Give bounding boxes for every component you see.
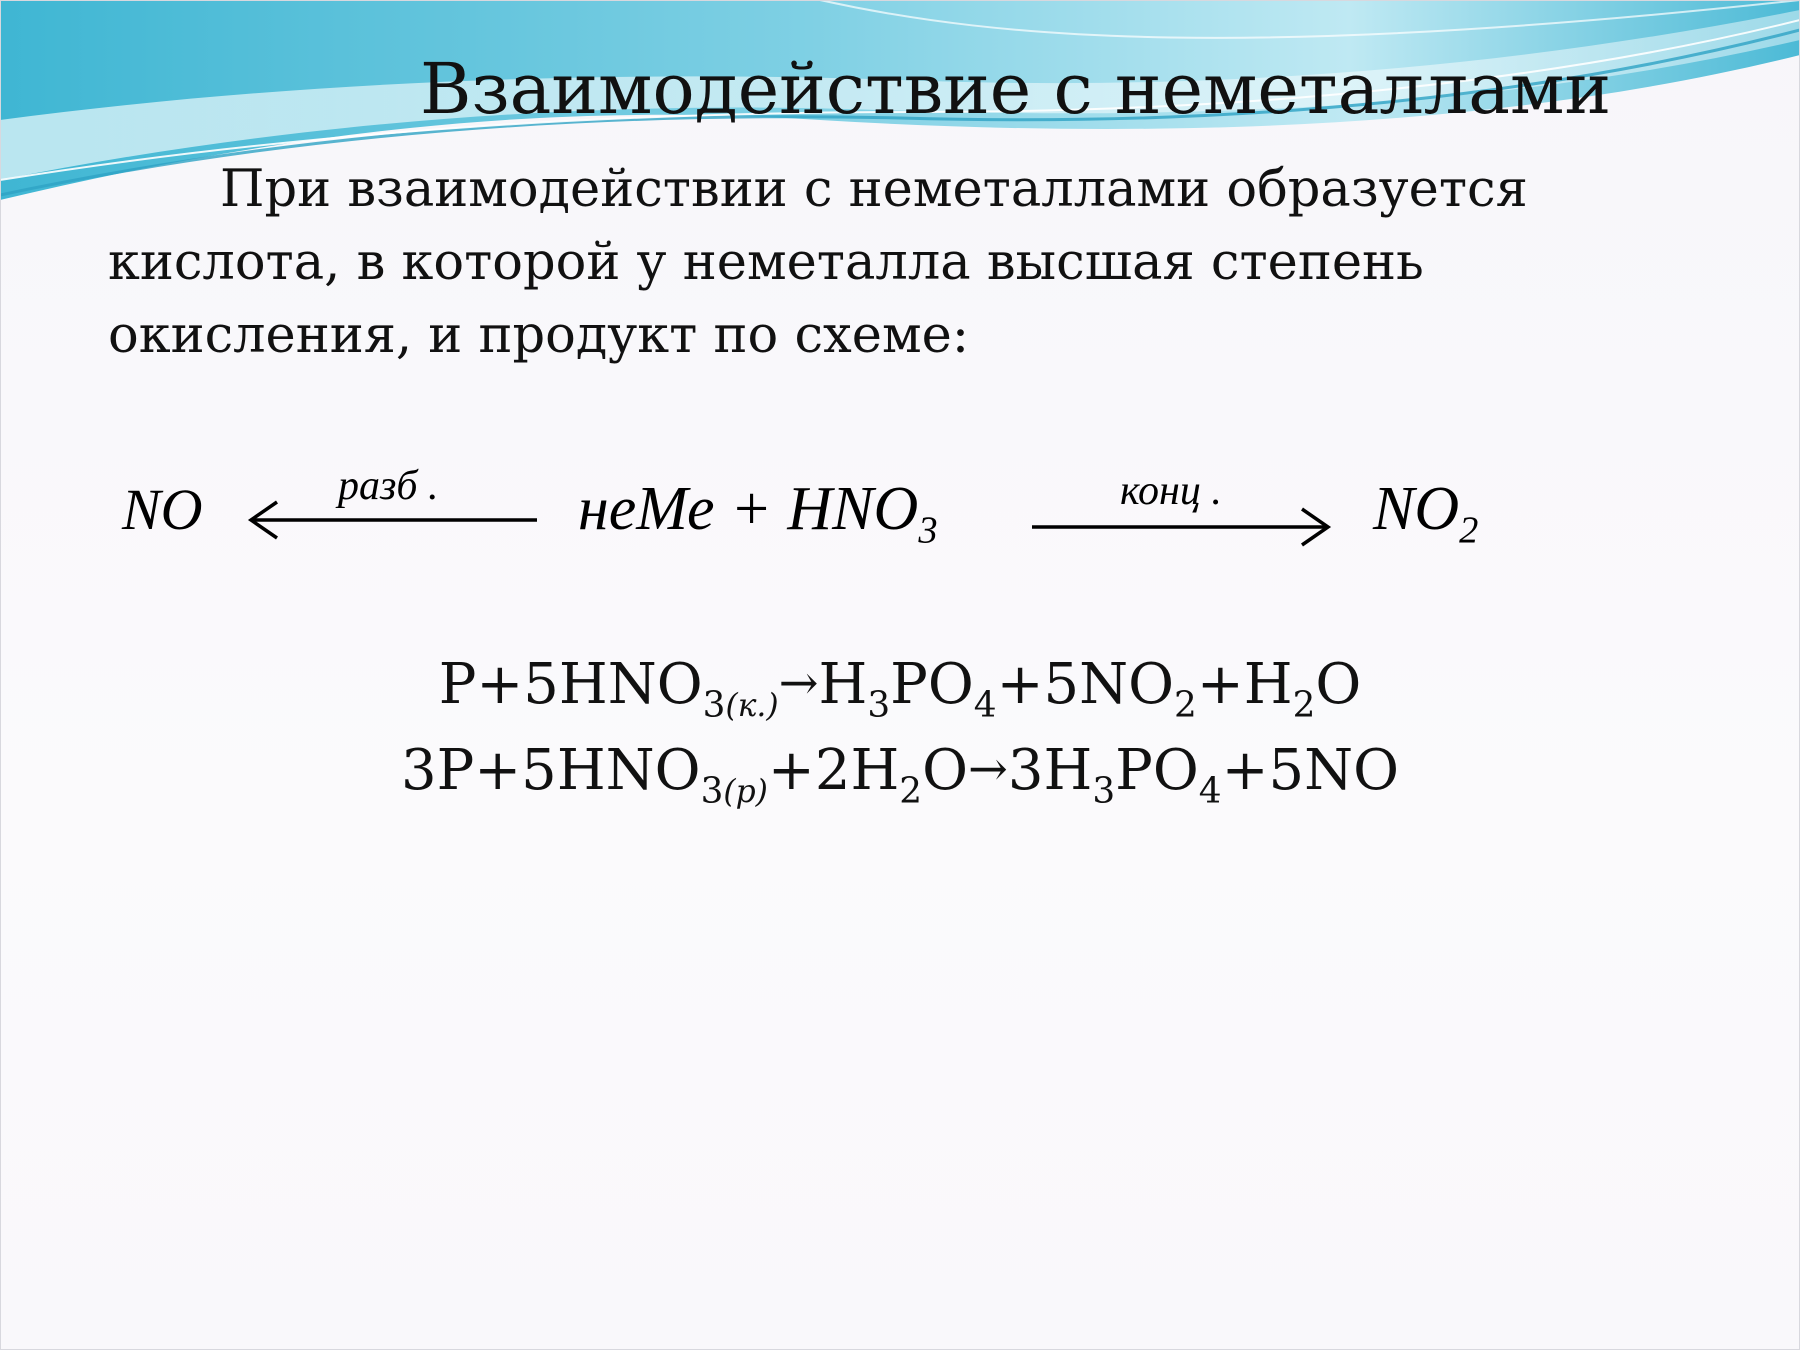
eq2-condition: (р) <box>723 774 768 811</box>
paragraph-line-1 <box>108 153 1588 226</box>
eq2-part: +2H <box>767 738 900 803</box>
scheme-left-product <box>122 476 203 543</box>
eq1-sub: 4 <box>973 684 997 726</box>
left-condition-text: разб . <box>338 463 439 509</box>
eq1-sub: 2 <box>1292 684 1316 726</box>
right-arrow <box>1030 507 1335 547</box>
paragraph-line-1-text: При взаимодействии с неметаллами образуется <box>220 160 1528 219</box>
eq2-sub: 2 <box>899 770 923 812</box>
right-subscript: 2 <box>1459 509 1479 552</box>
reaction-arrow-icon: → <box>778 656 819 712</box>
eq2-part: PO <box>1115 738 1199 803</box>
right-product-text: NO <box>1373 475 1460 543</box>
eq1-sub: 3 <box>702 684 726 726</box>
center-subscript: 3 <box>918 509 938 552</box>
eq1-part: +5NO <box>996 652 1175 717</box>
eq2-part: O <box>922 738 969 803</box>
center-reactants-text: неМе + HNO <box>578 475 919 543</box>
eq2-part: 3P+5HNO <box>400 738 701 803</box>
eq2-part: 3H <box>1007 738 1093 803</box>
eq2-sub: 3 <box>1092 770 1116 812</box>
eq1-part: O <box>1315 652 1362 717</box>
eq1-part: H <box>818 652 868 717</box>
scheme-center-reactants <box>578 474 938 552</box>
paragraph-line-2: кислота, в которой у неметалла высшая степень <box>108 233 1424 292</box>
slide-title: Взаимодействие с неметаллами <box>420 48 1612 130</box>
eq1-part: PO <box>890 652 974 717</box>
eq1-part: +H <box>1196 652 1293 717</box>
eq1-sub: 2 <box>1174 684 1197 726</box>
right-condition-text: конц . <box>1120 468 1222 514</box>
eq1-part: P+5HNO <box>438 652 703 717</box>
eq2-sub: 4 <box>1198 770 1222 812</box>
left-product-text: NO <box>122 477 203 542</box>
eq2-sub: 3 <box>700 770 724 812</box>
eq1-condition: (к.) <box>725 688 779 725</box>
reaction-arrow-icon: → <box>968 742 1008 798</box>
scheme-right-product <box>1373 474 1478 552</box>
equation-1 <box>0 652 1800 726</box>
paragraph-line-3: окисления, и продукт по схеме: <box>108 306 969 365</box>
body-paragraph <box>108 153 1588 372</box>
eq1-sub: 3 <box>867 684 891 726</box>
equation-2 <box>0 738 1800 812</box>
eq2-part: +5NO <box>1221 738 1400 803</box>
left-arrow <box>245 500 540 540</box>
